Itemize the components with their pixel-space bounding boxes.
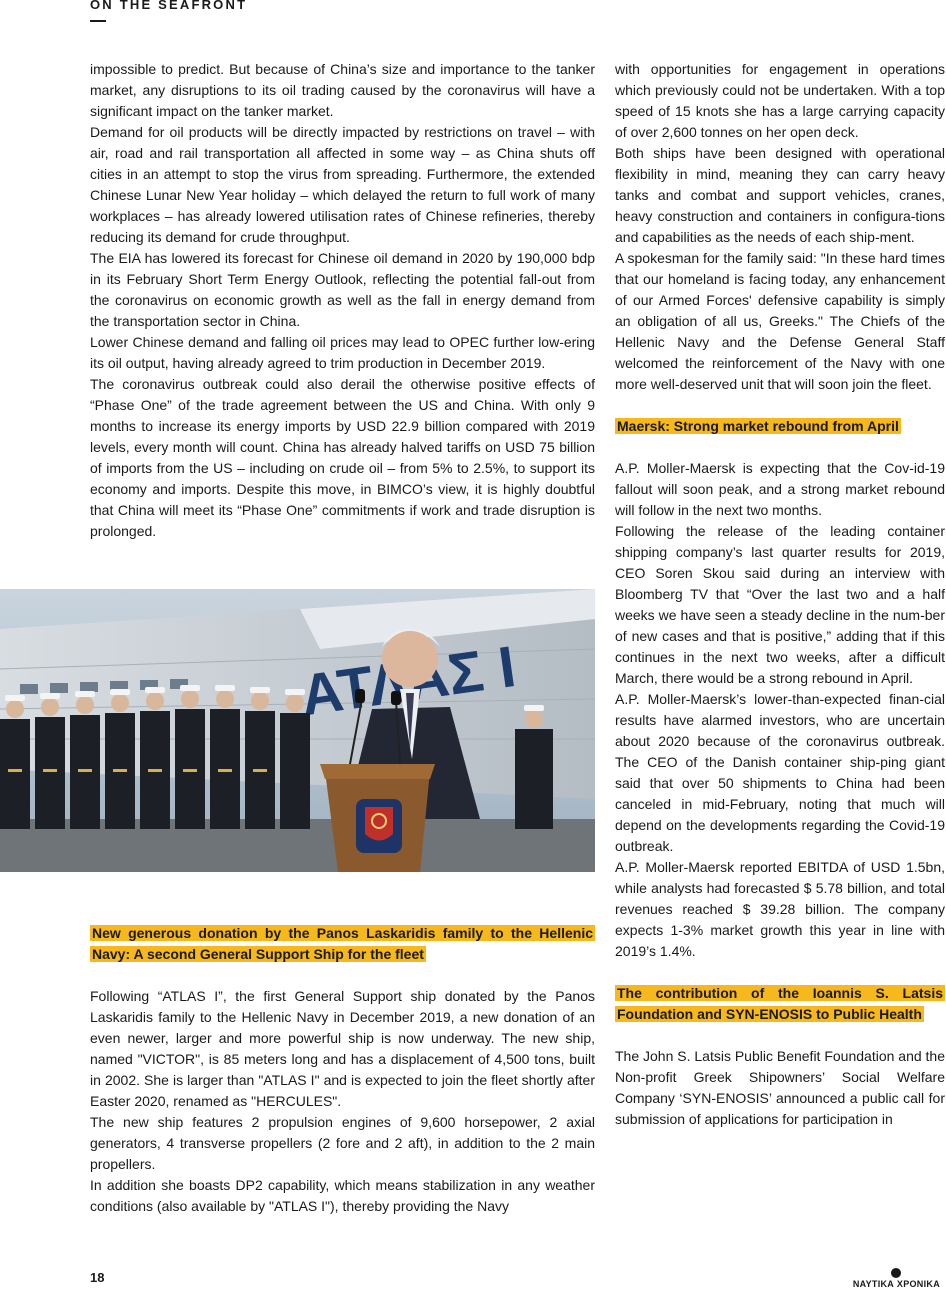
paragraph: Following the release of the leading container shipping company’s last quarter results for 2019, CEO Soren Skou said during an interview with Bloomberg TV that “Over the last two and a half weeks we have seen a steady decline in the num-ber of new cases and that is positive,” adding that if this continues in the next two weeks, after a difficult March, there would be a strong rebound in April. bbox=[615, 523, 945, 686]
left-column-top bbox=[90, 59, 595, 542]
paragraph: Lower Chinese demand and falling oil prices may lead to OPEC further low-ering its oil output, having already agreed to trim production in December 2019. bbox=[90, 334, 595, 371]
paragraph: In addition she boasts DP2 capability, which means stabilization in any weather conditions (also available by "ATLAS I"), thereby providing the Navy bbox=[90, 1177, 595, 1214]
maersk-headline: Maersk: Strong market rebound from April bbox=[617, 418, 899, 434]
latsis-headline: The contribution of the Ioannis S. Latsis Foundation and SYN-ENOSIS to Public Health bbox=[617, 985, 943, 1022]
logo-icon bbox=[891, 1268, 901, 1278]
section-dash bbox=[90, 20, 106, 22]
paragraph: A.P. Moller-Maersk is expecting that the Cov-id-19 fallout will soon peak, and a strong market rebound will follow in the next two months. bbox=[615, 460, 945, 518]
paragraph: A.P. Moller-Maersk reported EBITDA of USD 1.5bn, while analysts had forecasted $ 5.78 billion, and total revenues reached $ 39.28 billion. The company expects 1-3% market growth this year in line with 2019’s 1.4%. bbox=[615, 859, 945, 959]
publication-logo bbox=[853, 1268, 940, 1289]
paragraph: with opportunities for engagement in operations which previously could not be undertaken. With a top speed of 15 knots she has a large carrying capacity of over 2,600 tonnes on her open deck. bbox=[615, 61, 945, 140]
maersk-headline-block bbox=[615, 416, 945, 437]
navy-ceremony-photo bbox=[0, 589, 595, 872]
paragraph: impossible to predict. But because of China’s size and importance to the tanker market, any disruptions to its oil trading caused by the coronavirus will have a significant impact on the tanker market. bbox=[90, 61, 595, 119]
paragraph: The new ship features 2 propulsion engines of 9,600 horsepower, 2 axial generators, 4 transverse propellers (2 fore and 2 aft), in addition to the 2 main propellers. bbox=[90, 1114, 595, 1172]
paragraph: Demand for oil products will be directly impacted by restrictions on travel – with air, road and rail transportation all affected in some way – as China shuts off cities in an attempt to stop the virus from spreading. Furthermore, the extended Chinese Lunar New Year holiday – which delayed the return to full work of many workplaces – has already lowered utilisation rates of Chinese refineries, thereby reducing its demand for crude throughput. bbox=[90, 124, 595, 245]
paragraph: A spokesman for the family said: "In these hard times that our homeland is facing today, any enhancement of our Armed Forces' defensive capability is simply an obligation of all us, Greeks." The Chiefs of the Hellenic Navy and the Defense General Staff welcomed the reinforcement of the Navy with one more well-deserved unit that will soon join the fleet. bbox=[615, 250, 945, 392]
paragraph: A.P. Moller-Maersk’s lower-than-expected finan-cial results have alarmed investors, who are uncertain about 2020 because of the coronavirus outbreak. The CEO of the Danish container ship-ping giant said that over 50 shipments to China had been canceled in mid-February, noting that much will depend on the developments regarding the Covid-19 outbreak. bbox=[615, 691, 945, 854]
donation-headline-block bbox=[90, 923, 595, 965]
page-number: 18 bbox=[90, 1270, 105, 1285]
latsis-headline-block bbox=[615, 983, 945, 1025]
donation-headline: New generous donation by the Panos Laskaridis family to the Hellenic Navy: A second General Support Ship for the fleet bbox=[92, 925, 593, 962]
donation-article bbox=[90, 986, 595, 1217]
section-label: ON THE SEAFRONT bbox=[90, 0, 248, 12]
paragraph: The John S. Latsis Public Benefit Foundation and the Non-profit Greek Shipowners’ Social Welfare Company ‘SYN-ENOSIS’ announced a public call for submission of applications for participation in bbox=[615, 1048, 945, 1127]
publication-name: ΝΑΥΤΙΚΑ ΧΡΟΝΙΚΑ bbox=[852, 1279, 940, 1289]
paragraph: The coronavirus outbreak could also derail the otherwise positive effects of “Phase One” of the trade agreement between the US and China. With only 9 months to increase its energy imports by USD 22.9 billion compared with 2019 levels, every month will count. China has already halved tariffs on USD 75 billion of imports from the US – including on crude oil – from 5% to 2.5%, to support its economy and imports. Despite this move, in BIMCO’s view, it is highly doubtful that China will meet its “Phase One” commitments if work and trade disruption is prolonged. bbox=[90, 376, 595, 539]
right-column bbox=[615, 59, 945, 1130]
paragraph: The EIA has lowered its forecast for Chinese oil demand in 2020 by 190,000 bdp in its February Short Term Energy Outlook, reflecting the potential fall-out from the coronavirus on economic growth as well as the fall in energy demand from the transportation sector in China. bbox=[90, 250, 595, 329]
paragraph: Both ships have been designed with operational flexibility in mind, meaning they can carry heavy tanks and combat and support vehicles, cranes, heavy construction and containers in configura-tions and capabilities as the needs of each ship-ment. bbox=[615, 145, 945, 245]
ship-lettering: ΑΤΛΑΣ Ι bbox=[296, 633, 520, 729]
paragraph: Following “ATLAS I”, the first General Support ship donated by the Panos Laskaridis family to the Hellenic Navy in December 2019, a new donation of an even newer, larger and more powerful ship is now underway. The new ship, named "VICTOR", is 85 meters long and has a displacement of 4,500 tons, built in 2002. She is larger than "ATLAS I" and is expected to join the fleet shortly after Easter 2020, renamed as "HERCULES". bbox=[90, 988, 595, 1109]
